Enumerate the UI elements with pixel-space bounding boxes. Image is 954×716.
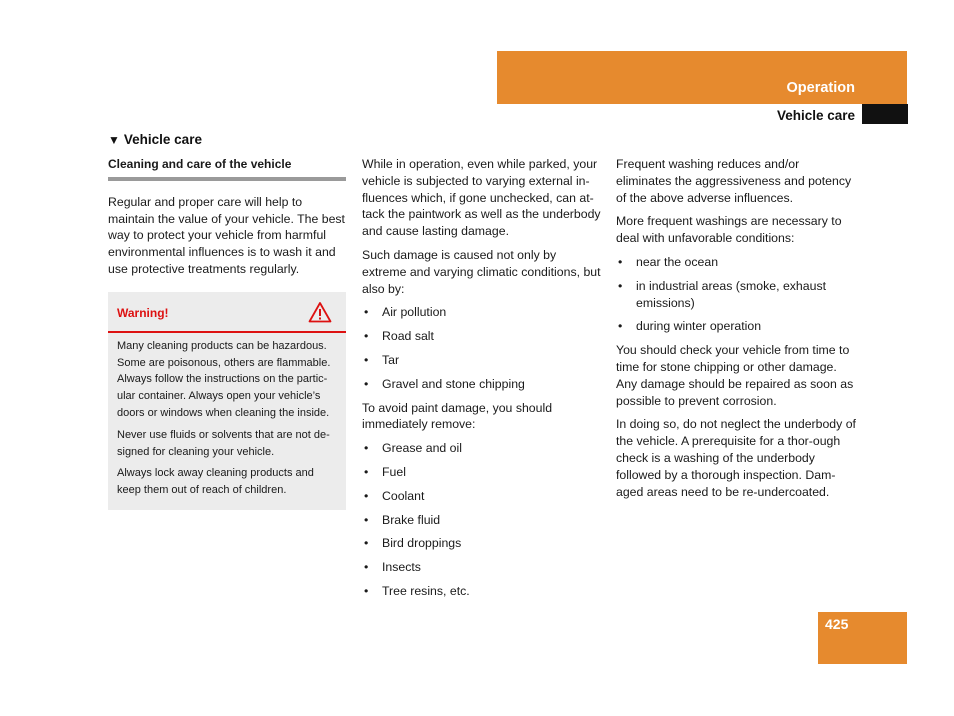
paragraph: In doing so, do not neglect the underbody of the vehicle. A prerequisite for a thor-ough check is a washing of the underbody followed by a thorough inspection. Dam-aged areas need to be re-undercoated. xyxy=(616,417,856,499)
list-item: • in industrial areas (smoke, exhaust emissions) xyxy=(616,278,856,312)
intro-paragraph: Regular and proper care will help to maintain the value of your vehicle. The best way to protect your vehicle from harmful environmental influences is to wash it and use protective treatments regularly. xyxy=(108,194,345,276)
page-number-box xyxy=(818,612,907,664)
list-item: • Tar xyxy=(362,352,602,369)
column-3 xyxy=(616,156,856,507)
list-item: • Bird droppings xyxy=(362,535,602,552)
chapter-title: Operation xyxy=(786,80,855,96)
thumb-tab xyxy=(862,104,908,124)
paragraph: More frequent washings are necessary to deal with unfavorable conditions: xyxy=(616,214,842,246)
column-2 xyxy=(362,156,602,607)
triangle-down-icon: ▼ xyxy=(108,133,120,147)
list-item: • Coolant xyxy=(362,488,602,505)
list-item: • during winter operation xyxy=(616,318,856,335)
bullet-list xyxy=(616,254,856,335)
list-item: • Grease and oil xyxy=(362,440,602,457)
section-heading-text: Vehicle care xyxy=(123,132,202,147)
paragraph: To avoid paint damage, you should immediately remove: xyxy=(362,400,553,432)
list-item: • Brake fluid xyxy=(362,512,602,529)
column-1 xyxy=(108,156,346,510)
subheading: Cleaning and care of the vehicle xyxy=(108,156,346,181)
warning-label: Warning! xyxy=(117,305,169,320)
paragraph: Frequent washing reduces and/or eliminates the aggressiveness and potency of the above adverse influences. xyxy=(616,157,852,205)
list-item: • Road salt xyxy=(362,328,602,345)
header-band xyxy=(497,51,907,104)
list-item: • Air pollution xyxy=(362,304,602,321)
warning-header xyxy=(108,292,346,333)
page-number: 425 xyxy=(825,616,849,632)
bullet-list xyxy=(362,304,602,392)
list-item: • near the ocean xyxy=(616,254,856,271)
paragraph: Such damage is caused not only by extreme and varying climatic conditions, but also by: xyxy=(362,247,601,296)
section-heading xyxy=(108,132,202,147)
bullet-list xyxy=(362,440,602,600)
paragraph: While in operation, even while parked, your vehicle is subjected to varying external in-fluences which, if gone unchecked, can at-tack the paintwork as well as the underbody and cause lasting damage. xyxy=(362,157,601,239)
warning-paragraph: Never use fluids or solvents that are not de-signed for cleaning your vehicle. xyxy=(117,428,330,458)
section-title: Vehicle care xyxy=(776,108,855,123)
warning-paragraph: Always lock away cleaning products and keep them out of reach of children. xyxy=(117,467,314,497)
warning-body xyxy=(108,333,346,499)
warning-triangle-icon xyxy=(308,301,332,323)
warning-paragraph: Many cleaning products can be hazardous. Some are poisonous, others are flammable. Always follow the instructions on the partic-ular container. Always open your vehicle’s doors or windows when cleaning the inside. xyxy=(117,339,331,419)
list-item: • Insects xyxy=(362,559,602,576)
paragraph: You should check your vehicle from time to time for stone chipping or other damage. Any damage should be repaired as soon as possible to prevent corrosion. xyxy=(616,343,854,408)
warning-box xyxy=(108,292,346,510)
list-item: • Tree resins, etc. xyxy=(362,583,602,600)
list-item: • Gravel and stone chipping xyxy=(362,376,602,393)
list-item: • Fuel xyxy=(362,464,602,481)
